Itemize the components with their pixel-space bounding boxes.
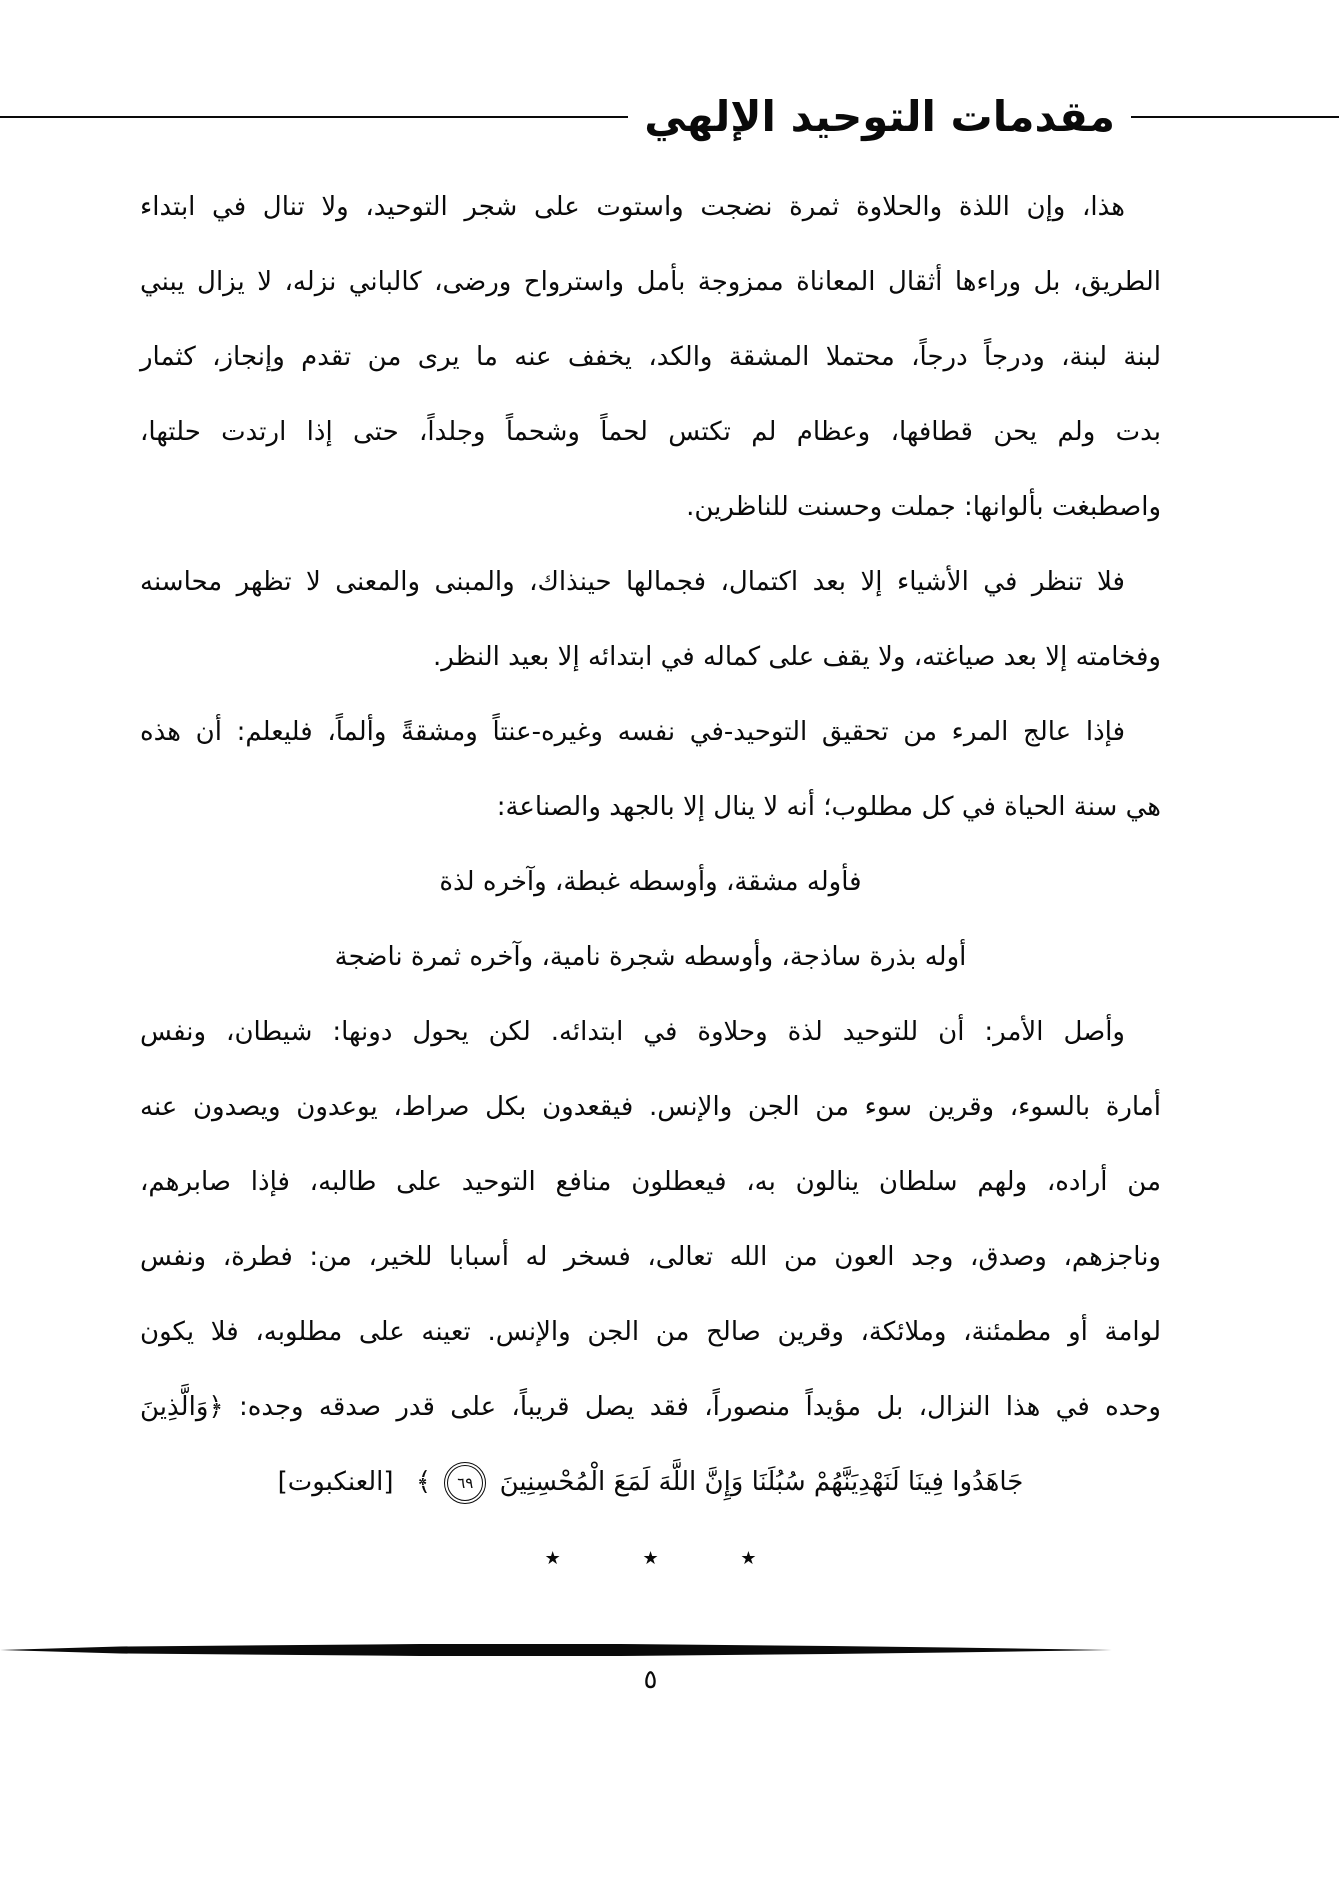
- header-rule-left: [0, 116, 628, 118]
- body-line: وفخامته إلا بعد صياغته، ولا يقف على كماله في ابتدائه إلا بعيد النظر.: [432, 642, 1161, 672]
- body-line: وأصل الأمر: أن للتوحيد لذة وحلاوة في ابتدائه. لكن يحول دونها: شيطان، ونفس: [140, 1017, 1125, 1047]
- verse-text: جَاهَدُوا فِينَا لَنَهْدِيَنَّهُمْ سُبُلَنَا وَإِنَّ اللَّهَ لَمَعَ الْمُحْسِنِينَ: [499, 1467, 1024, 1497]
- body-line: الطريق، بل وراءها أثقال المعاناة ممزوجة بأمل واسترواح ورضى، كالباني نزله، لا يزال يبني: [140, 267, 1161, 297]
- body-line: لوامة أو مطمئنة، وملائكة، وقرين صالح من الجن والإنس. تعينه على مطلوبه، فلا يكون: [140, 1317, 1161, 1347]
- footer-rule: [0, 1641, 1120, 1659]
- body-line: هذا، وإن اللذة والحلاوة ثمرة نضجت واستوت على شجر التوحيد، ولا تنال في ابتداء: [140, 192, 1125, 222]
- section-separator-stars: ٭ ٭ ٭: [544, 1540, 757, 1575]
- ornate-bracket-icon: ﴾: [415, 1467, 432, 1497]
- aphorism-line: أوله بذرة ساذجة، وأوسطه شجرة نامية، وآخره ثمرة ناضجة: [334, 942, 967, 972]
- body-line: أمارة بالسوء، وقرين سوء من الجن والإنس. فيقعدون بكل صراط، يوعدون ويصدون عنه: [140, 1092, 1161, 1122]
- chapter-title: مقدمات التوحيد الإلهي: [644, 92, 1115, 141]
- body-line: وناجزهم، وصدق، وجد العون من الله تعالى، فسخر له أسبابا للخير، من: فطرة، ونفس: [140, 1242, 1161, 1272]
- page-number: ٥: [643, 1665, 658, 1695]
- body-line: فلا تنظر في الأشياء إلا بعد اكتمال، فجمالها حينذاك، والمبنى والمعنى لا تظهر محاسنه: [140, 567, 1125, 597]
- body-line: فإذا عالج المرء من تحقيق التوحيد-في نفسه وغيره-عنتاً ومشقةً وألماً، فليعلم: أن هذه: [140, 717, 1125, 747]
- body-line: بدت ولم يحن قطافها، وعظام لم تكتس لحماً وشحماً وجلداً، حتى إذا ارتدت حلتها،: [140, 417, 1161, 447]
- page-header: [0, 82, 1339, 152]
- verse-reference: [العنكبوت]: [277, 1467, 394, 1497]
- body-line: وحده في هذا النزال، بل مؤيداً منصوراً، فقد يصل قريباً، على قدر صدقه وجده: ﴿وَالَّذِينَ: [140, 1392, 1161, 1422]
- body-text: [140, 170, 1161, 1595]
- body-line: واصطبغت بألوانها: جملت وحسنت للناظرين.: [686, 492, 1161, 522]
- body-line: لبنة لبنة، ودرجاً درجاً، محتملا المشقة والكد، يخفف عنه ما يرى من تقدم وإنجاز، كثمار: [140, 342, 1161, 372]
- aphorism-line: فأوله مشقة، وأوسطه غبطة، وآخره لذة: [439, 867, 862, 897]
- body-line: هي سنة الحياة في كل مطلوب؛ أنه لا ينال إلا بالجهد والصناعة:: [496, 792, 1161, 822]
- header-rule-right: [1131, 116, 1339, 118]
- verse-number-rosette-icon: ٦٩: [447, 1465, 483, 1501]
- body-line: من أراده، ولهم سلطان ينالون به، فيعطلون منافع التوحيد على طالبه، فإذا صابرهم،: [140, 1167, 1161, 1197]
- quran-verse-line: [140, 1445, 1161, 1520]
